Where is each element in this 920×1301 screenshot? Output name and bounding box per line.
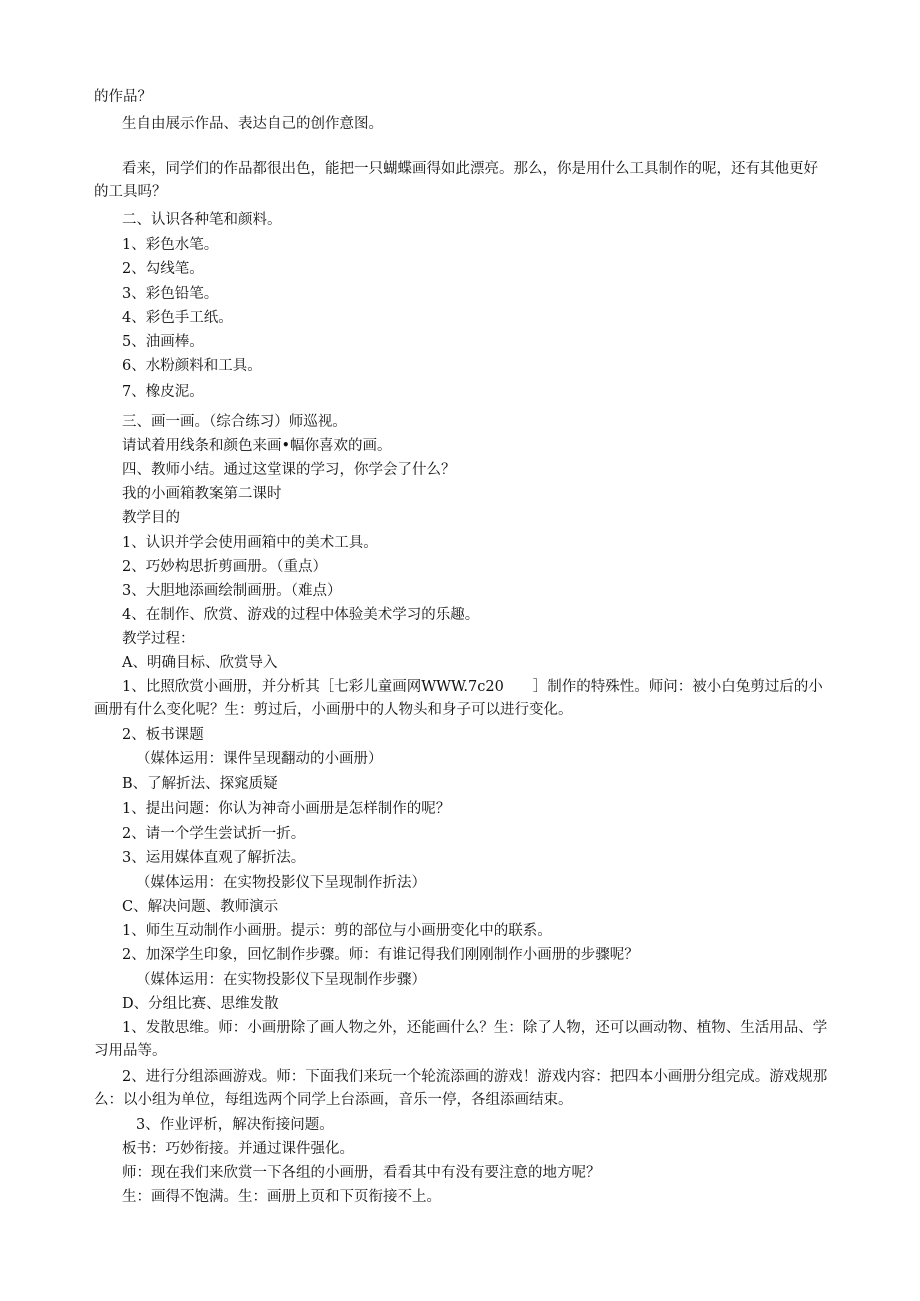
list-item: 1、彩色水笔。 — [122, 237, 219, 253]
media-note: （媒体运用：在实物投影仪下呈现制作步骤） — [136, 972, 426, 988]
section-heading: 三、画一画。（综合练习）师巡视。 — [122, 414, 347, 430]
list-item: 2、巧妙构思折剪画册。（重点） — [122, 559, 327, 575]
subsection-heading: A、明确目标、欣赏导入 — [122, 655, 278, 671]
list-item: 2、板书课题 — [122, 727, 204, 743]
list-item: 2、加深学生印象，回忆制作步骤。师：有谁记得我们刚刚制作小画册的步骤呢？ — [122, 947, 639, 963]
media-note: （媒体运用：课件呈现翻动的小画册） — [136, 751, 383, 767]
paragraph: 2、进行分组添画游戏。师：下面我们来玩一个轮流添画的游戏！游戏内容：把四本小画册分组完成。游戏规那么：以小组为单位，每组选两个同学上台添画，音乐一停，各组添画结束。 — [94, 1069, 828, 1108]
section-heading: 二、认识各种笔和颜料。 — [122, 212, 282, 228]
text-line: 生自由展示作品、表达自己的创作意图。 — [122, 116, 383, 132]
list-item: 5、油画棒。 — [122, 334, 204, 350]
list-item: 6、水粉颜料和工具。 — [122, 358, 262, 374]
list-item: 3、大胆地添画绘制画册。（难点） — [122, 583, 342, 599]
paragraph: 1、比照欣赏小画册，并分析其［七彩儿童画网WWW.7c20 ］制作的特殊性。师问：被小白兔剪过后的小画册有什么变化呢？生：剪过后，小画册中的人物头和身子可以进行变化。 — [94, 679, 823, 718]
list-item: 3、彩色铅笔。 — [122, 286, 219, 302]
list-item: 1、认识并学会使用画箱中的美术工具。 — [122, 535, 378, 551]
subsection-heading: B、了解折法、探窕质疑 — [122, 776, 278, 792]
list-item: 1、提出问题：你认为神奇小画册是怎样制作的呢？ — [122, 801, 451, 817]
section-heading: 教学过程： — [122, 631, 195, 647]
list-item: 4、在制作、欣赏、游戏的过程中体验美术学习的乐趣。 — [122, 607, 480, 623]
section-heading: 四、教师小结。通过这堂课的学习，你学会了什么？ — [122, 462, 456, 478]
list-item: 3、运用媒体直观了解折法。 — [122, 850, 306, 866]
subsection-heading: C、解决问题、教师演示 — [122, 899, 279, 915]
paragraph: 看来，同学们的作品都很出色，能把一只蝴蝶画得如此漂亮。那么，你是用什么工具制作的呢，还有其他更好的工具吗？ — [94, 161, 818, 200]
text-line: 师：现在我们来欣赏一下各组的小画册，看看其中有没有要注意的地方呢？ — [122, 1165, 601, 1181]
text-line: 板书：巧妙衔接。并通过课件强化。 — [122, 1141, 354, 1157]
text-line: 的作品？ — [94, 89, 152, 105]
list-item: 7、橡皮泥。 — [122, 384, 204, 400]
list-item: 3、作业评析，解决衔接问题。 — [136, 1117, 334, 1133]
lesson-title: 我的小画箱教案第二课时 — [122, 486, 282, 502]
text-line: 生：画得不饱满。生：画册上页和下页衔接不上。 — [122, 1189, 441, 1205]
list-item: 2、勾线笔。 — [122, 261, 204, 277]
list-item: 4、彩色手工纸。 — [122, 310, 233, 326]
list-item: 2、请一个学生尝试折一折。 — [122, 826, 306, 842]
subsection-heading: D、分组比赛、思维发散 — [122, 996, 279, 1012]
text-line: 请试着用线条和颜色来画•幅你喜欢的画。 — [122, 438, 392, 454]
paragraph: 1、发散思维。师：小画册除了画人物之外，还能画什么？生：除了人物，还可以画动物、植物、生活用品、学习用品等。 — [94, 1020, 828, 1059]
section-heading: 教学目的 — [122, 510, 180, 526]
media-note: （媒体运用：在实物投影仪下呈现制作折法） — [136, 875, 426, 891]
list-item: 1、师生互动制作小画册。提示：剪的部位与小画册变化中的联系。 — [122, 923, 552, 939]
